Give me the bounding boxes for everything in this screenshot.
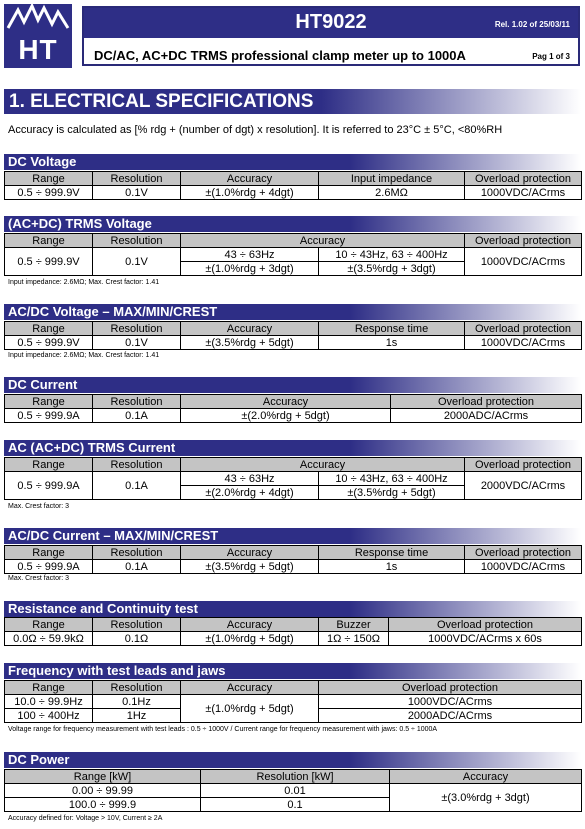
cell: 1s [319,560,465,574]
table-header-row [5,546,582,560]
table-row [5,409,582,423]
cell: 0.5 ÷ 999.9V [5,186,93,200]
frequency-title: Frequency with test leads and jaws [4,663,581,679]
col-header: Buzzer [319,618,389,632]
cell: 0.5 ÷ 999.9A [5,472,93,500]
logo-text: HT [18,34,58,65]
table-row [5,248,582,262]
frequency-table [4,680,582,723]
col-header: Accuracy [181,618,319,632]
acdc-voltage-table [4,233,582,276]
dc-current-title: DC Current [4,377,581,393]
dc-voltage-table [4,171,582,200]
cell: 1Hz [93,709,181,723]
cell: 0.1Ω [93,632,181,646]
model-name: HT9022 [295,11,367,33]
col-header: Range [5,458,93,472]
cell: 100.0 ÷ 999.9 [5,798,201,812]
col-header: Range [5,681,93,695]
cell: ±(1.0%rdg + 5dgt) [181,695,319,723]
ac-current-title: AC (AC+DC) TRMS Current [4,440,581,456]
footnote: Accuracy defined for: Voltage > 10V, Current ≥ 2A [8,815,163,822]
col-header: Response time [319,322,465,336]
col-header: Overload protection [465,546,582,560]
col-header: Accuracy [181,458,465,472]
col-header: Range [5,322,93,336]
cell: ±(3.5%rdg + 5dgt) [319,486,465,500]
col-header: Resolution [93,546,181,560]
dc-power-table [4,769,582,812]
col-header: Range [5,618,93,632]
footnote: Max. Crest factor: 3 [8,575,70,582]
cell: ±(3.0%rdg + 3dgt) [390,784,582,812]
col-header: Overload protection [389,618,582,632]
col-header: Range [5,546,93,560]
col-header: Range [5,172,93,186]
release-info: Rel. 1.02 of 25/03/11 [494,20,570,29]
cell: 1000VDC/ACrms [465,560,582,574]
col-header: Resolution [93,172,181,186]
table-header-row [5,770,582,784]
cell: 10 ÷ 43Hz, 63 ÷ 400Hz [319,472,465,486]
cell: ±(3.5%rdg + 5dgt) [181,560,319,574]
col-header: Accuracy [181,172,319,186]
table-header-row [5,172,582,186]
cell: 2.6MΩ [319,186,465,200]
col-header: Resolution [93,681,181,695]
cell: 0.5 ÷ 999.9V [5,248,93,276]
cell: 0.1A [93,560,181,574]
footnote: Input impedance: 2.6MΩ; Max. Crest factor: 1.41 [8,279,160,286]
col-header: Resolution [93,395,181,409]
cell: 0.0Ω ÷ 59.9kΩ [5,632,93,646]
cell: 0.1 [201,798,390,812]
col-header: Accuracy [181,395,391,409]
cell: 0.01 [201,784,390,798]
table-row [5,186,582,200]
col-header: Resolution [93,322,181,336]
cell: 0.1A [93,409,181,423]
col-header: Accuracy [181,546,319,560]
table-header-row [5,322,582,336]
cell: 43 ÷ 63Hz [181,248,319,262]
cell: 0.1V [93,248,181,276]
cell: 10 ÷ 43Hz, 63 ÷ 400Hz [319,248,465,262]
col-header: Overload protection [465,234,582,248]
acdc-voltage-title: (AC+DC) TRMS Voltage [4,216,581,232]
col-header: Accuracy [181,234,465,248]
main-title-text: 1. ELECTRICAL SPECIFICATIONS [9,91,314,112]
table-header-row [5,681,582,695]
col-header: Range [kW] [5,770,201,784]
col-header: Overload protection [319,681,582,695]
ht-logo [4,4,72,68]
col-header: Input impedance [319,172,465,186]
table-row [5,632,582,646]
cell: ±(1.0%rdg + 5dgt) [181,632,319,646]
table-header-row [5,395,582,409]
col-header: Overload protection [465,322,582,336]
cell: 0.1Hz [93,695,181,709]
cell: 1000VDC/ACrms [465,336,582,350]
page-number: Pag 1 of 3 [532,52,570,61]
col-header: Resolution [kW] [201,770,390,784]
cell: ±(1.0%rdg + 4dgt) [181,186,319,200]
resistance-title: Resistance and Continuity test [4,601,581,617]
dc-power-title: DC Power [4,752,581,768]
section-main-title [4,89,581,114]
cell: 1Ω ÷ 150Ω [319,632,389,646]
col-header: Overload protection [465,458,582,472]
cell: 43 ÷ 63Hz [181,472,319,486]
cell: ±(2.0%rdg + 4dgt) [181,486,319,500]
cell: 1000VDC/ACrms [319,695,582,709]
cell: 2000VDC/ACrms [465,472,582,500]
table-header-row [5,234,582,248]
current-maxmin-title: AC/DC Current – MAX/MIN/CREST [4,528,581,544]
footnote: Input impedance: 2.6MΩ; Max. Crest factor: 1.41 [8,352,160,359]
accuracy-note: Accuracy is calculated as [% rdg + (number of dgt) x resolution]. It is referred to 23°C ± 5°C, <80%RH [8,124,503,136]
cell: 0.5 ÷ 999.9V [5,336,93,350]
table-row [5,695,582,709]
cell: ±(3.5%rdg + 5dgt) [181,336,319,350]
table-row [5,472,582,486]
col-header: Range [5,234,93,248]
cell: 100 ÷ 400Hz [5,709,93,723]
table-header-row [5,618,582,632]
ac-current-table [4,457,582,500]
cell: 0.1V [93,186,181,200]
document-subtitle: DC/AC, AC+DC TRMS professional clamp meter up to 1000A [94,48,466,63]
table-row [5,560,582,574]
header-bar [84,8,578,38]
footnote: Voltage range for frequency measurement with test leads : 0.5 ÷ 1000V / Current range for frequency measurement with jaws: 0.5 ÷ 1000A [8,726,438,733]
col-header: Accuracy [181,681,319,695]
col-header: Accuracy [390,770,582,784]
cell: 10.0 ÷ 99.9Hz [5,695,93,709]
cell: 1000VDC/ACrms [465,248,582,276]
resistance-table [4,617,582,646]
cell: ±(3.5%rdg + 3dgt) [319,262,465,276]
dc-voltage-title: DC Voltage [4,154,581,170]
cell: ±(1.0%rdg + 3dgt) [181,262,319,276]
dc-current-table [4,394,582,423]
cell: 0.5 ÷ 999.9A [5,409,93,423]
col-header: Range [5,395,93,409]
col-header: Accuracy [181,322,319,336]
document-header [82,6,580,66]
cell: 1000VDC/ACrms [465,186,582,200]
table-row [5,784,582,798]
voltage-maxmin-table [4,321,582,350]
cell: 2000ADC/ACrms [391,409,582,423]
footnote: Max. Crest factor: 3 [8,503,70,510]
table-row [5,336,582,350]
col-header: Resolution [93,618,181,632]
table-header-row [5,458,582,472]
cell: 0.1V [93,336,181,350]
voltage-maxmin-title: AC/DC Voltage – MAX/MIN/CREST [4,304,581,320]
col-header: Overload protection [391,395,582,409]
col-header: Resolution [93,458,181,472]
cell: 1000VDC/ACrms x 60s [389,632,582,646]
cell: ±(2.0%rdg + 5dgt) [181,409,391,423]
cell: 0.5 ÷ 999.9A [5,560,93,574]
col-header: Response time [319,546,465,560]
col-header: Resolution [93,234,181,248]
col-header: Overload protection [465,172,582,186]
current-maxmin-table [4,545,582,574]
cell: 1s [319,336,465,350]
cell: 0.1A [93,472,181,500]
cell: 0.00 ÷ 99.99 [5,784,201,798]
cell: 2000ADC/ACrms [319,709,582,723]
